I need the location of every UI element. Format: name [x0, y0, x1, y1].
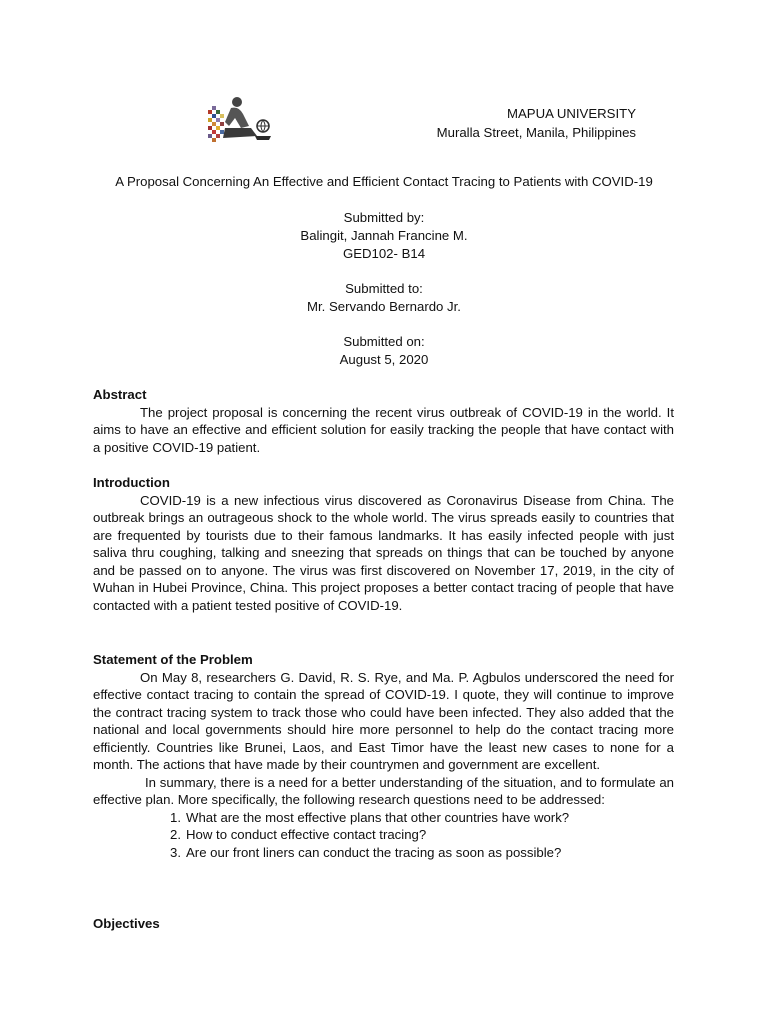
- submitted-on-label: Submitted on:: [343, 334, 425, 349]
- objectives-section: [93, 915, 674, 933]
- abstract-text: The project proposal is concerning the recent virus outbreak of COVID-19 in the world. It aims to have an effective and efficient solution for easily tracking the people that have contact with a positive COVID-19 patient.: [93, 404, 674, 455]
- problem-section: [93, 651, 674, 861]
- research-questions-list: [93, 809, 674, 862]
- list-item: 3. Are our front liners can conduct the tracing as soon as possible?: [170, 844, 562, 860]
- introduction-heading: Introduction: [93, 475, 170, 490]
- problem-heading: Statement of the Problem: [93, 652, 253, 667]
- instructor-name: Mr. Servando Bernardo Jr.: [307, 299, 461, 314]
- university-logo-icon: [205, 96, 277, 144]
- submitted-on-block: [0, 333, 768, 369]
- introduction-text: COVID-19 is a new infectious virus discovered as Coronavirus Disease from China. The outbreak brings an outrageous shock to the whole world. The virus spreads easily to countries that are frequented by tourists due to their famous landmarks. It has easily infected people with just saliva thru coughing, talking and sneezing that spreads on things that can be touched by anyone and be passed on to anyone. The virus was first discovered on November 17, 2019, in the city of Wuhan in Hubei Province, China. This project proposes a better contact tracing of people that have contacted with a patient tested positive of COVID-19.: [93, 492, 674, 613]
- submitted-to-label: Submitted to:: [345, 281, 423, 296]
- university-address: Muralla Street, Manila, Philippines: [436, 125, 636, 140]
- introduction-section: [93, 474, 674, 614]
- list-item: 2. How to conduct effective contact tracing?: [170, 827, 427, 842]
- submitted-by-label: Submitted by:: [343, 210, 425, 225]
- document-title: A Proposal Concerning An Effective and Efficient Contact Tracing to Patients with COVID-19: [115, 174, 653, 189]
- problem-text-1: On May 8, researchers G. David, R. S. Rye, and Ma. P. Agbulos underscored the need for effective contact tracing to contain the spread of COVID-19. I quote, they will continue to improve the contract tracing system to track those who could have been infected. They also added that the national and local governments should hire more personnel to help do the contact tracing more efficiently. Countries like Brunei, Laos, and East Timor have the least new cases to none for a month. The actions that have made by their countrymen and government are excellent.: [93, 669, 674, 772]
- author-name: Balingit, Jannah Francine M.: [300, 228, 468, 243]
- university-name: MAPUA UNIVERSITY: [507, 106, 636, 121]
- submitted-by-block: [0, 209, 768, 263]
- abstract-heading: Abstract: [93, 387, 147, 402]
- list-item: 1. What are the most effective plans that other countries have work?: [170, 809, 570, 825]
- objectives-heading: Objectives: [93, 916, 160, 931]
- university-header: [437, 104, 636, 142]
- problem-text-2: In summary, there is a need for a better understanding of the situation, and to formulate an effective plan. More specifically, the following research questions need to be addressed:: [93, 774, 674, 807]
- submission-date: August 5, 2020: [339, 352, 429, 367]
- abstract-section: [93, 386, 674, 456]
- submitted-to-block: [0, 280, 768, 316]
- course-section: GED102- B14: [342, 246, 426, 261]
